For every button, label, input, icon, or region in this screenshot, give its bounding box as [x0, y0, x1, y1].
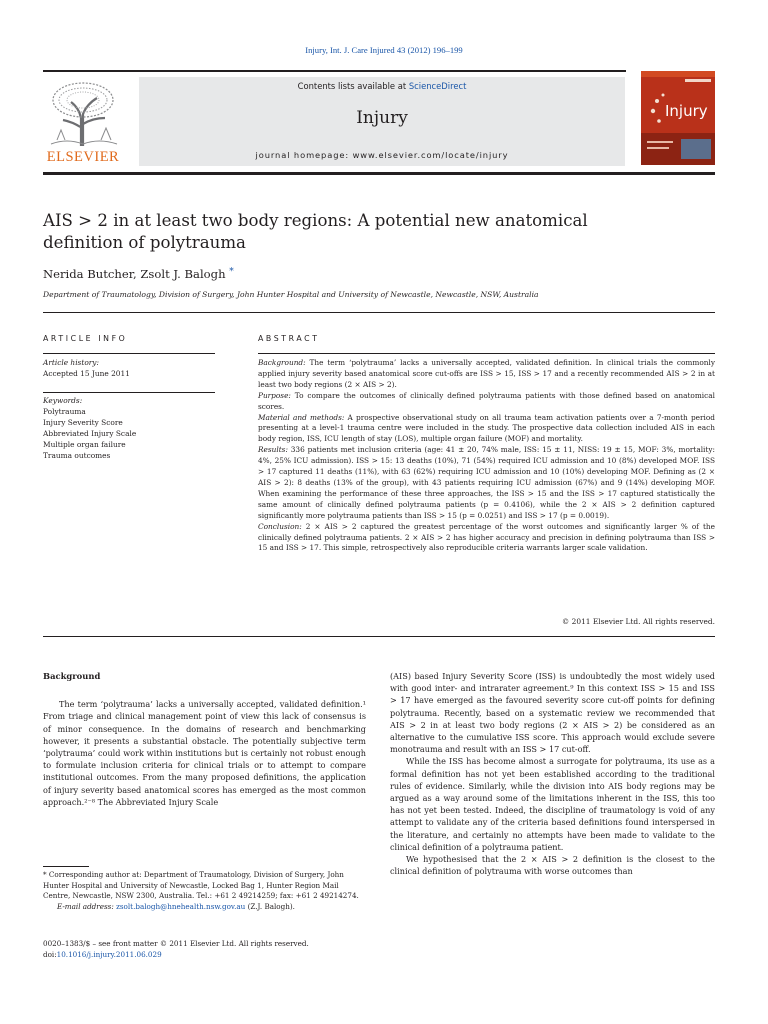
abstract-section-text: The term ‘polytrauma’ lacks a universally accepted, validated definition. In clinical trials the commonly applied injury severity based anatomical score cut-offs are ISS > 15, ISS > 17 and a recently recommended AIS > 2 in at least two body regions (2 × AIS > 2). [258, 358, 715, 389]
abstract-heading: ABSTRACT [258, 334, 320, 343]
abstract-section-label: Background: [258, 358, 306, 367]
front-matter-line: 0020–1383/$ – see front matter © 2011 Elsevier Ltd. All rights reserved. [43, 939, 309, 948]
history-label: Article history: [43, 358, 99, 367]
title-divider [43, 312, 715, 313]
footnote-email-line [43, 902, 366, 913]
keyword-item: Injury Severity Score [43, 418, 123, 427]
journal-name: Injury [356, 108, 408, 128]
article-history [43, 357, 215, 379]
body-paragraph: We hypothesised that the 2 × AIS > 2 definition is the closest to the clinical definition of polytrauma with worse outcomes than [390, 854, 715, 877]
journal-citation[interactable]: Injury, Int. J. Care Injured 43 (2012) 196–199 [305, 45, 463, 55]
history-value: Accepted 15 June 2011 [43, 369, 130, 378]
keywords-rule [43, 392, 215, 393]
abstract-copyright: © 2011 Elsevier Ltd. All rights reserved. [561, 617, 715, 626]
abstract-section-text: To compare the outcomes of clinically defined polytrauma patients with those defined based on anatomical scores. [258, 390, 715, 411]
authors-names: Nerida Butcher, Zsolt J. Balogh [43, 267, 226, 281]
abstract-section-text: 2 × AIS > 2 captured the greatest percentage of the worst outcomes and significantly larger % of the clinically defined polytrauma patients. 2 × AIS > 2 has higher accuracy and precision in defining polytrauma than ISS > 15 and ISS > 17. This simple, retrospectively also reproducible criteria warrants larger scale validation. [258, 521, 715, 553]
abstract-bottom-rule [43, 636, 715, 637]
article-info-rule [43, 353, 215, 354]
email-suffix: (Z.J. Balogh). [247, 902, 295, 912]
masthead-bottom-rule [43, 172, 715, 175]
body-paragraph: The term ‘polytrauma’ lacks a universally accepted, validated definition.¹ From triage and clinical management point of view this lack of consensus is of minor consequence. In the domains of research and benchmarking however, it presents a substantial obstacle. The potentially subjective term ‘polytrauma’ could work within institutions but is certainly not robust enough to formulate inclusion criteria for clinical trials or to attempt to compare institutional outcomes. From the many proposed definitions, the application of injury severity based anatomical scores has emerged as the most common approach.²⁻⁸ The Abbreviated Injury Scale [43, 699, 366, 807]
abstract-body [258, 358, 715, 554]
keyword-item: Polytrauma [43, 407, 86, 416]
cover-title: Injury [665, 102, 708, 120]
corresponding-author-mark[interactable]: * [229, 267, 234, 277]
contents-prefix: Contents lists available at [297, 81, 409, 91]
article-info-heading: ARTICLE INFO [43, 334, 128, 343]
front-matter [43, 938, 366, 961]
doi-label: doi: [43, 950, 57, 960]
contents-line [139, 81, 625, 91]
keywords-list [43, 395, 215, 461]
footnote-mark: * [43, 870, 47, 879]
body-column-right [390, 670, 715, 877]
abstract-section-label: Results: [258, 445, 288, 455]
abstract-rule [258, 353, 715, 354]
corresponding-author-footnote [43, 870, 366, 913]
abstract-section-text: A prospective observational study on all trauma team activation patients over a 7-month period presenting at a level-1 trauma centre were included in the study. The prospective data collection included AIS in each body region, ISS, ICU length of stay (LOS), multiple organ failure (MOF) and mortality. [258, 412, 715, 444]
body-paragraph: (AIS) based Injury Severity Score (ISS) is undoubtedly the most widely used with good inter- and intrarater agreement.⁹ In this context ISS > 15 and ISS > 17 have emerged as the favoured severity score cut-off points for defining polytrauma. Recently, based on a systematic review we recommended that AIS > 2 in at least two body regions (2 × AIS > 2) be considered as an alternative to the cumulative ISS score. This approach would exclude severe monotrauma and result with an ISS > 17 cut-off. [390, 671, 715, 755]
abstract-section-text: 336 patients met inclusion criteria (age: 41 ± 20, 74% male, ISS: 15 ± 11, NISS: 19 ± 15, MOF: 3%, mortality: 4%, 25% ICU admission). ISS > 15: 13 deaths (10%), 71 (54%) required ICU admission and 10 (8%) developed MOF. ISS > 17 captured 11 deaths (11%), with 63 (62%) requiring ICU admission and 10 (10%) developing MOF. Defining as (2 × AIS > 2): 8 deaths (13% of the group), with 43 patients requiring ICU admission (67%) and 9 (14%) developing MOF. When examining the performance of these three approaches, the ISS > 15 and the ISS > 17 captured statistically the same amount of clinically defined polytrauma patients (p = 0.4106), while the 2 × AIS > 2 definition captured significantly more polytrauma patients than ISS > 15 (p = 0.0251) and ISS > 17 (p = 0.0019). [258, 445, 715, 520]
body-column-left [43, 670, 366, 808]
keywords-label: Keywords: [43, 396, 83, 405]
abstract-section-label: Purpose: [258, 390, 291, 400]
abstract-section-label: Material and methods: [258, 412, 345, 422]
body-paragraph: While the ISS has become almost a surrogate for polytrauma, its use as a formal definition has not yet been established according to the traditional rules of evidence. Similarly, while the division into AIS body regions may be argued as a way around some of the limitations inherent in the ISS, this too has not yet been tested. Indeed, the discipline of traumatology is void of any attempt to validate any of the criteria based definitions found interspersed in the literature, and certainly no attempts have been made to validate to the clinical definition of a polytrauma patient. [390, 756, 715, 852]
elsevier-logo-text: ELSEVIER [46, 149, 120, 165]
journal-cover-thumbnail[interactable] [641, 71, 715, 165]
abstract-conclusion [258, 522, 715, 555]
author-email-link[interactable]: zsolt.balogh@hnehealth.nsw.gov.au [116, 902, 246, 912]
author-list [43, 267, 234, 281]
doi-link[interactable]: 10.1016/j.injury.2011.06.029 [56, 950, 162, 960]
email-label: E-mail address: [57, 902, 114, 912]
doi-line [43, 949, 366, 960]
footnote-text: Corresponding author at: Department of Traumatology, Division of Surgery, John Hunter Hospital and University of Newcastle, Locked Bag 1, Hunter Region Mail Centre, Newcastle, NSW 2300, Australia. Tel.: +61 2 49214259; fax: +61 2 49214274. [43, 870, 359, 901]
abstract-results [258, 445, 715, 521]
sciencedirect-link[interactable]: ScienceDirect [408, 81, 467, 91]
masthead-top-rule [43, 70, 626, 72]
abstract-methods [258, 413, 715, 446]
section-heading-background: Background [43, 671, 101, 681]
abstract-purpose [258, 391, 715, 413]
abstract-background [258, 358, 715, 391]
footnote-address [43, 870, 366, 902]
keyword-item: Multiple organ failure [43, 440, 126, 449]
footnote-rule [43, 866, 89, 867]
keyword-item: Trauma outcomes [43, 451, 111, 460]
abstract-section-label: Conclusion: [258, 521, 302, 531]
journal-masthead [139, 77, 625, 166]
keyword-item: Abbreviated Injury Scale [43, 429, 137, 438]
journal-homepage[interactable]: journal homepage: www.elsevier.com/locate/injury [255, 150, 509, 160]
author-affiliation: Department of Traumatology, Division of Surgery, John Hunter Hospital and University of Newcastle, Newcastle, NSW, Australia [43, 290, 539, 299]
paper-title: AIS > 2 in at least two body regions: A potential new anatomical definition of polytrauma [43, 211, 588, 252]
